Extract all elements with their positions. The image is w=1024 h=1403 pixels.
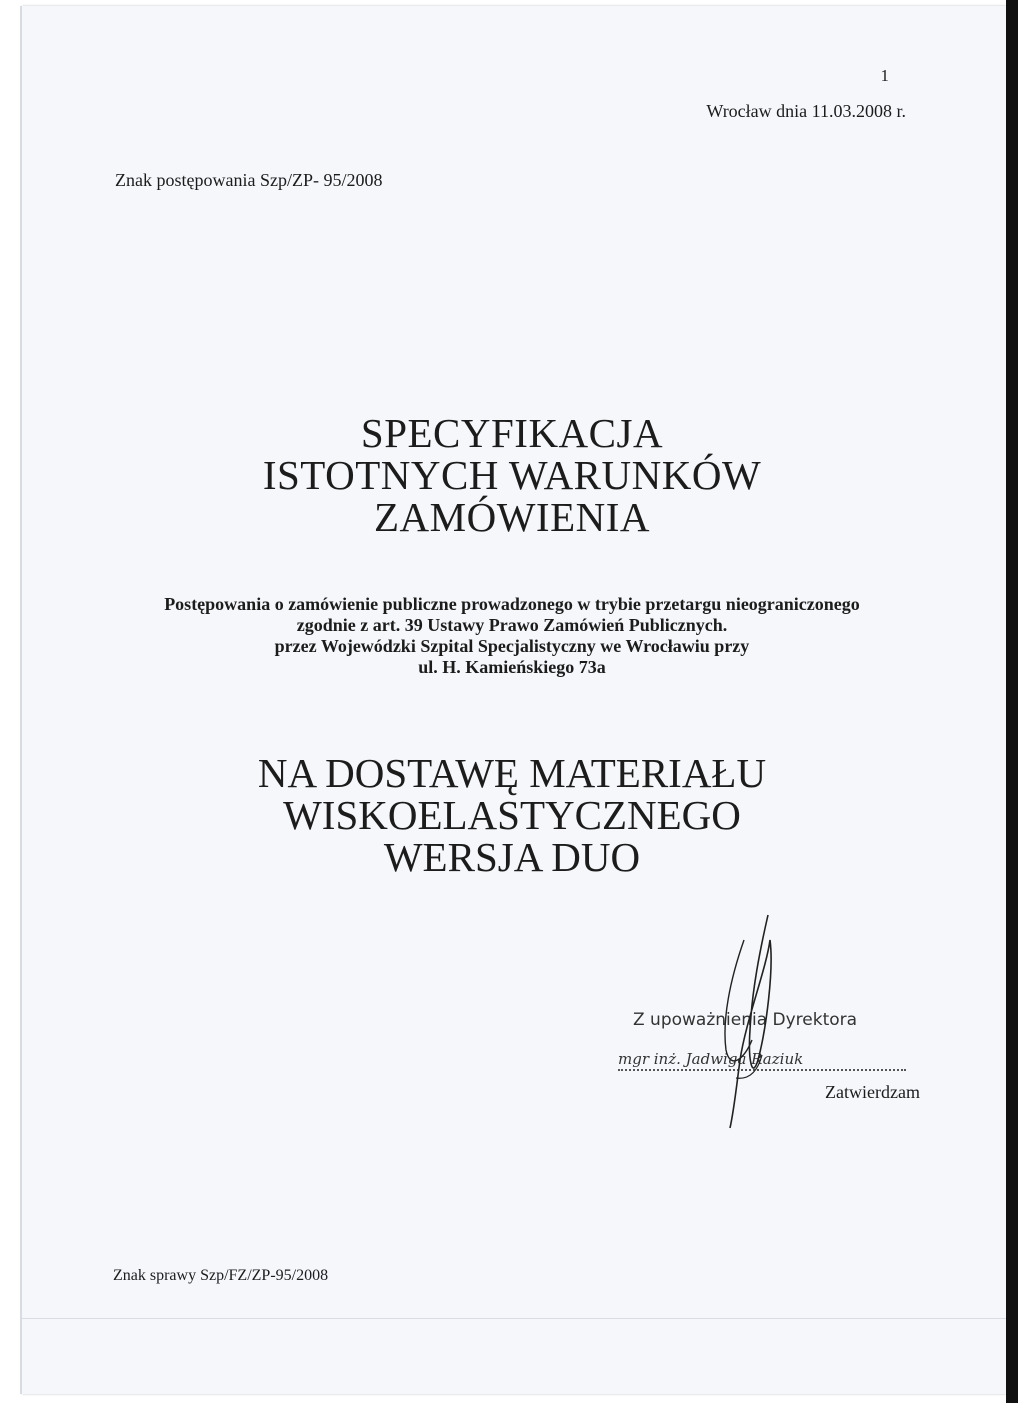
stamp-authority: Z upoważnienia Dyrektora bbox=[633, 1010, 858, 1030]
subject-title-line: NA DOSTAWĘ MATERIAŁU bbox=[257, 750, 767, 796]
subject-title bbox=[100, 752, 924, 878]
procedure-line: Postępowania o zamówienie publiczne prowadzonego w trybie przetargu nieograniczonego bbox=[164, 594, 860, 614]
main-title-line: ZAMÓWIENIA bbox=[374, 494, 650, 540]
procedure-line: ul. H. Kamieńskiego 73a bbox=[418, 657, 606, 677]
procedure-line: zgodnie z art. 39 Ustawy Prawo Zamówień Publicznych. bbox=[296, 615, 728, 635]
main-title-line: ISTOTNYCH WARUNKÓW bbox=[262, 452, 762, 498]
procedure-reference: Znak postępowania Szp/ZP- 95/2008 bbox=[115, 170, 383, 190]
stamp-signatory: mgr inż. Jadwiga Raziuk bbox=[618, 1050, 906, 1071]
scan-edge-bottom bbox=[22, 1318, 1006, 1319]
procedure-line: przez Wojewódzki Szpital Specjalistyczny we Wrocławiu przy bbox=[274, 636, 750, 656]
handwritten-signature bbox=[700, 910, 800, 1130]
scan-edge-left bbox=[20, 6, 22, 1394]
main-title-line: SPECYFIKACJA bbox=[360, 410, 664, 456]
scan-edge-right bbox=[1006, 0, 1018, 1403]
document-date: Wrocław dnia 11.03.2008 r. bbox=[706, 101, 906, 121]
main-title bbox=[100, 412, 924, 538]
signature-block bbox=[600, 910, 920, 1130]
approval-text: Zatwierdzam bbox=[825, 1082, 920, 1102]
subject-title-line: WERSJA DUO bbox=[383, 834, 641, 880]
document-page bbox=[22, 6, 1006, 1394]
case-number: Znak sprawy Szp/FZ/ZP-95/2008 bbox=[113, 1267, 329, 1284]
page-number: 1 bbox=[880, 66, 889, 85]
procedure-description bbox=[80, 594, 944, 678]
subject-title-line: WISKOELASTYCZNEGO bbox=[283, 792, 741, 838]
